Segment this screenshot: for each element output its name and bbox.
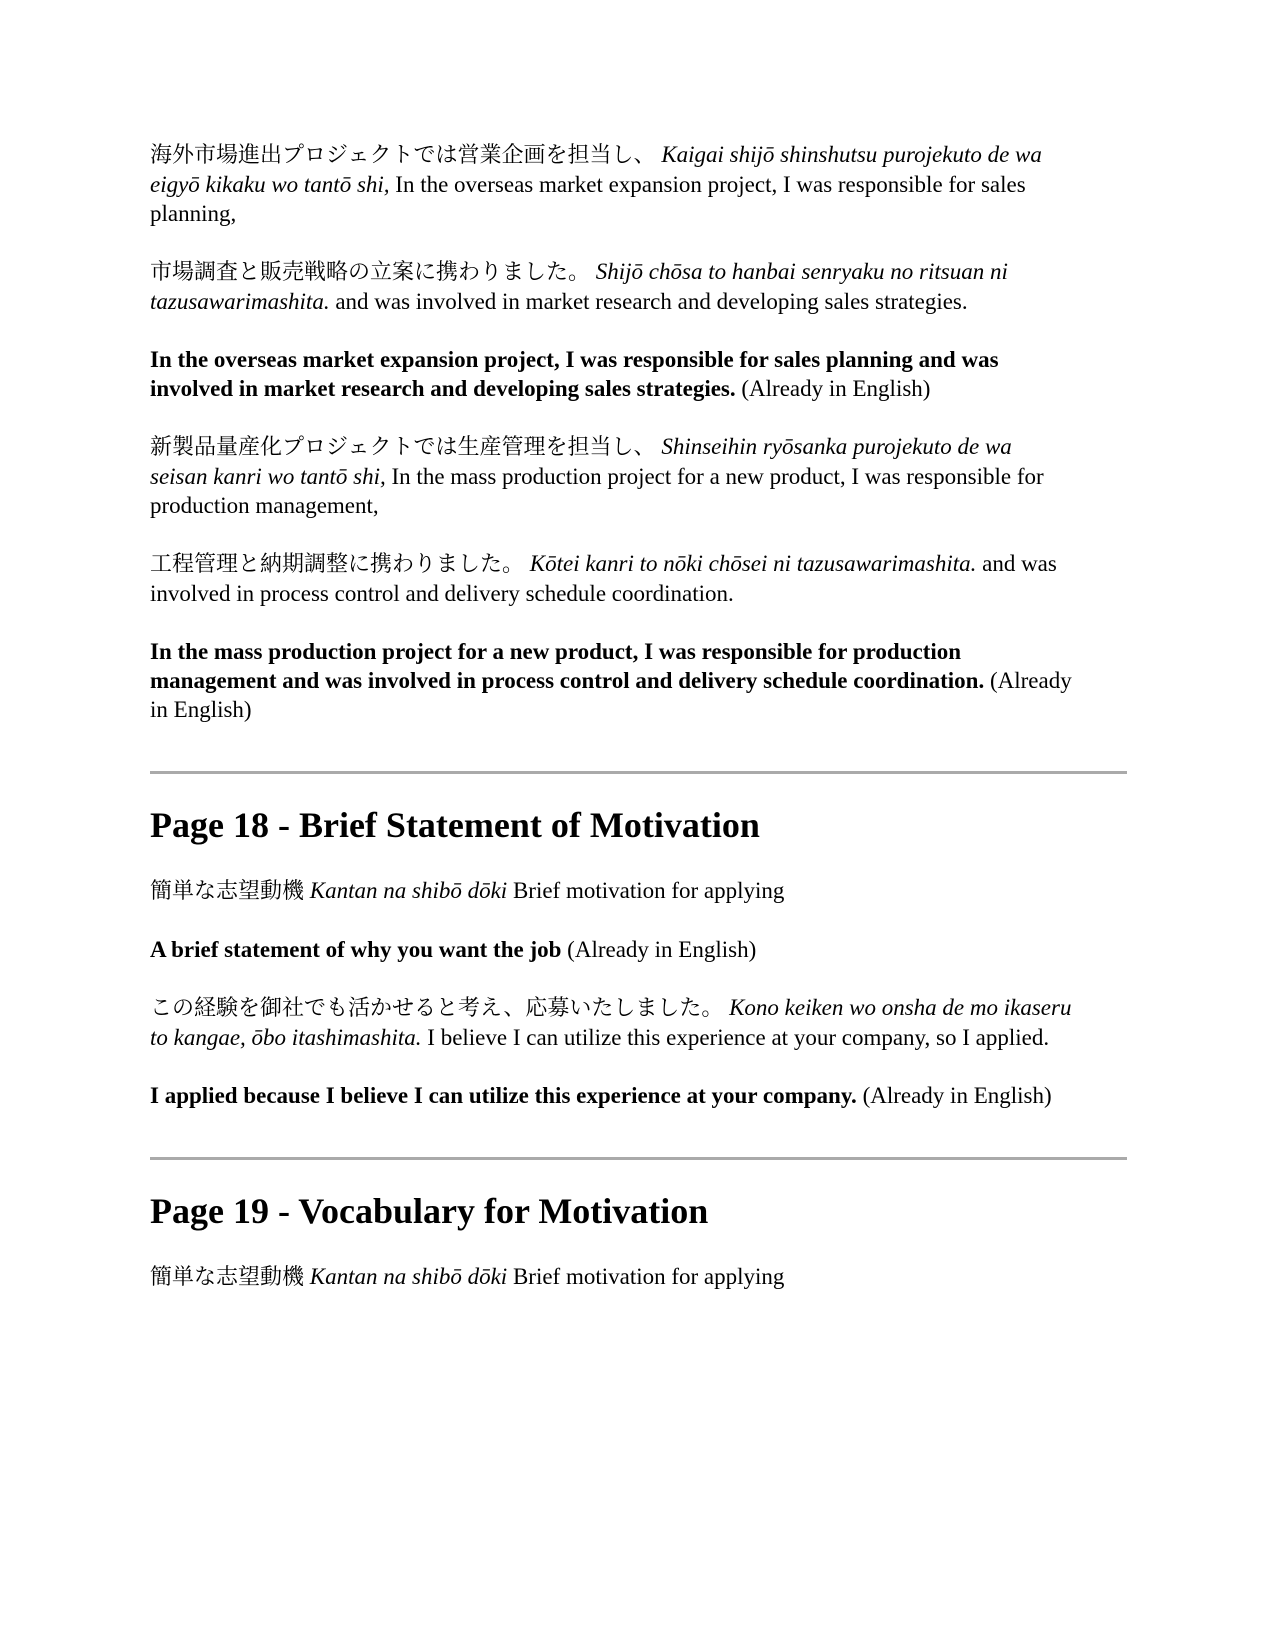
summary-overseas bbox=[150, 345, 1075, 403]
japanese-text: 工程管理と納期調整に携わりました。 bbox=[150, 552, 525, 577]
romaji-text: Kantan na shibō dōki bbox=[309, 1264, 508, 1289]
japanese-text: 新製品量産化プロジェクトでは生産管理を担当し、 bbox=[150, 435, 656, 460]
sentence-massprod-2 bbox=[150, 549, 1075, 608]
japanese-text: この経験を御社でも活かせると考え、応募いたしました。 bbox=[150, 996, 724, 1021]
romaji-text: Kaigai shijō shinshutsu purojekuto de wa eigyō kikaku wo tantō shi, bbox=[150, 142, 1042, 197]
page19-line1 bbox=[150, 1262, 1075, 1292]
summary-massprod bbox=[150, 637, 1075, 724]
page18-line4 bbox=[150, 1081, 1075, 1110]
summary-note: (Already in English) bbox=[741, 376, 931, 401]
page18-line1 bbox=[150, 876, 1075, 906]
summary-note: (Already in English) bbox=[567, 937, 757, 962]
english-text: and was involved in process control and delivery schedule coordination. bbox=[150, 551, 1057, 606]
sentence-massprod-1 bbox=[150, 432, 1075, 520]
page19-heading: Page 19 - Vocabulary for Motivation bbox=[150, 1191, 709, 1231]
japanese-text: 市場調査と販売戦略の立案に携わりました。 bbox=[150, 260, 591, 285]
romaji-text: Shijō chōsa to hanbai senryaku no ritsuan ni tazusawarimashita. bbox=[150, 259, 1008, 314]
summary-bold-text: In the overseas market expansion project, I was responsible for sales planning and was involved in market research and developing sales strategies. bbox=[150, 347, 999, 401]
summary-bold-text: In the mass production project for a new product, I was responsible for production management and was involved in process control and delivery schedule coordination. bbox=[150, 639, 985, 693]
summary-note: (Already in English) bbox=[150, 668, 1072, 722]
english-text: Brief motivation for applying bbox=[512, 878, 785, 903]
english-text: Brief motivation for applying bbox=[512, 1264, 785, 1289]
page18-heading: Page 18 - Brief Statement of Motivation bbox=[150, 805, 760, 845]
section-divider bbox=[150, 1157, 1127, 1160]
japanese-text: 簡単な志望動機 bbox=[150, 1265, 305, 1290]
page18-line3 bbox=[150, 993, 1075, 1052]
summary-note: (Already in English) bbox=[862, 1083, 1052, 1108]
sentence-overseas-1 bbox=[150, 140, 1075, 228]
romaji-text: Kono keiken wo onsha de mo ikaseru to kangae, ōbo itashimashita. bbox=[150, 995, 1072, 1050]
japanese-text: 簡単な志望動機 bbox=[150, 879, 305, 904]
english-text: and was involved in market research and developing sales strategies. bbox=[335, 289, 968, 314]
sentence-overseas-2 bbox=[150, 257, 1075, 316]
english-text: In the overseas market expansion project, I was responsible for sales planning, bbox=[150, 172, 1026, 226]
summary-bold-text: I applied because I believe I can utilize this experience at your company. bbox=[150, 1083, 857, 1108]
page18-line2 bbox=[150, 935, 1075, 964]
summary-bold-text: A brief statement of why you want the job bbox=[150, 937, 562, 962]
japanese-text: 海外市場進出プロジェクトでは営業企画を担当し、 bbox=[150, 143, 656, 168]
romaji-text: Shinseihin ryōsanka purojekuto de wa seisan kanri wo tantō shi, bbox=[150, 434, 1012, 489]
english-text: In the mass production project for a new product, I was responsible for production management, bbox=[150, 464, 1044, 518]
romaji-text: Kantan na shibō dōki bbox=[309, 878, 508, 903]
romaji-text: Kōtei kanri to nōki chōsei ni tazusawarimashita. bbox=[529, 551, 977, 576]
section-divider bbox=[150, 771, 1127, 774]
english-text: I believe I can utilize this experience at your company, so I applied. bbox=[427, 1025, 1050, 1050]
